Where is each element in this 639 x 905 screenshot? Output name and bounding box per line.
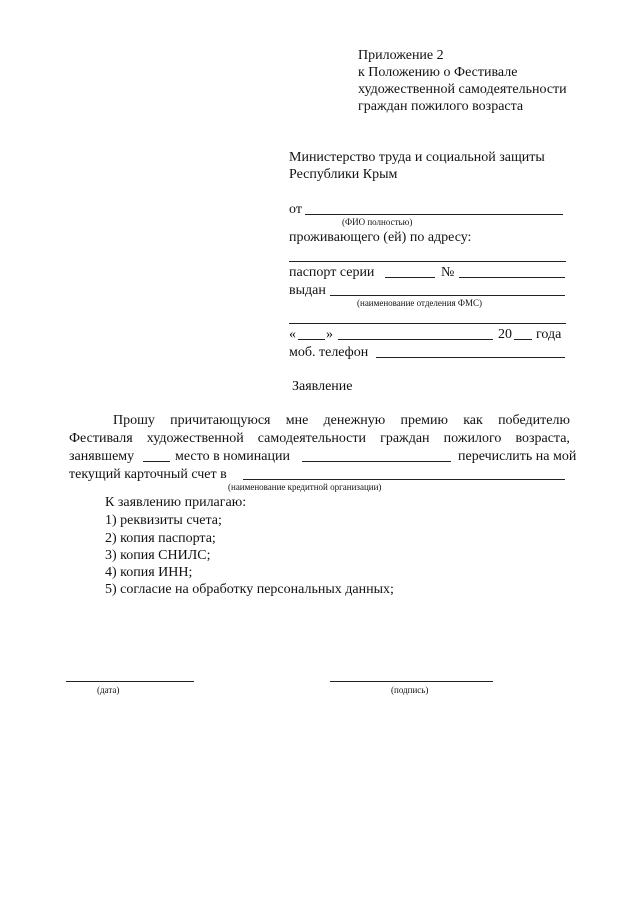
appendix-line-2: к Положению о Фестивале xyxy=(358,65,518,80)
body-word: художественной xyxy=(146,431,244,446)
fio-field-line[interactable] xyxy=(305,214,563,215)
body-line-1 xyxy=(113,412,570,429)
body-word: причитающуюся xyxy=(170,413,271,428)
body-line-3-middle: место в номинации xyxy=(175,449,290,464)
body-word: как xyxy=(463,413,483,428)
body-word: пожилого xyxy=(443,431,502,446)
nomination-field-line[interactable] xyxy=(302,461,451,462)
body-line-3-end: перечислить на мой xyxy=(458,449,577,464)
attachment-item: 2) копия паспорта; xyxy=(105,531,216,546)
issued-label: выдан xyxy=(289,283,326,298)
attachment-item: 1) реквизиты счета; xyxy=(105,513,222,528)
date-field-line[interactable] xyxy=(66,681,194,682)
body-word: граждан xyxy=(380,431,430,446)
body-line-4: текущий карточный счет в xyxy=(69,467,227,482)
from-label: от xyxy=(289,202,302,217)
bank-hint: (наименование кредитной организации) xyxy=(228,482,382,492)
month-field-line[interactable] xyxy=(338,339,493,340)
body-line-2 xyxy=(69,430,570,447)
date-hint: (дата) xyxy=(97,685,120,695)
body-word: денежную xyxy=(323,413,386,428)
attachment-item: 3) копия СНИЛС; xyxy=(105,548,211,563)
passport-number-field-line[interactable] xyxy=(459,277,565,278)
passport-series-field-line[interactable] xyxy=(385,277,435,278)
appendix-line-4: граждан пожилого возраста xyxy=(358,99,524,114)
address-field-line[interactable] xyxy=(289,261,566,262)
residing-label: проживающего (ей) по адресу: xyxy=(289,230,472,245)
body-line-3-start: занявшему xyxy=(69,449,135,464)
body-word: мне xyxy=(285,413,309,428)
body-word: Прошу xyxy=(113,413,155,428)
body-word: самодеятельности xyxy=(257,431,366,446)
body-word: победителю xyxy=(498,413,570,428)
appendix-line-3: художественной самодеятельности xyxy=(358,82,567,97)
date-close-quote: » xyxy=(326,327,333,342)
fio-hint: (ФИО полностью) xyxy=(342,217,413,227)
year-prefix: 20 xyxy=(498,327,512,342)
phone-label: моб. телефон xyxy=(289,345,369,360)
passport-label: паспорт серии xyxy=(289,265,375,280)
fms-hint: (наименование отделения ФМС) xyxy=(357,298,483,308)
body-word: премию xyxy=(400,413,448,428)
attachment-item: 5) согласие на обработку персональных данных; xyxy=(105,582,394,597)
signature-hint: (подпись) xyxy=(391,685,429,695)
fms-extra-field-line[interactable] xyxy=(289,323,566,324)
year-suffix: года xyxy=(536,327,562,342)
bank-field-line[interactable] xyxy=(243,479,565,480)
number-label: № xyxy=(441,265,455,280)
place-field-line[interactable] xyxy=(143,461,170,462)
document-title: Заявление xyxy=(292,379,353,394)
date-open-quote: « xyxy=(289,327,296,342)
addressee-line-1: Министерство труда и социальной защиты xyxy=(289,150,545,165)
issued-field-line[interactable] xyxy=(330,295,565,296)
body-word: Фестиваля xyxy=(69,431,133,446)
signature-field-line[interactable] xyxy=(330,681,493,682)
appendix-line-1: Приложение 2 xyxy=(358,48,444,63)
body-word: возраста, xyxy=(515,431,570,446)
year-field-line[interactable] xyxy=(514,339,532,340)
attachment-item: 4) копия ИНН; xyxy=(105,565,193,580)
attachments-intro: К заявлению прилагаю: xyxy=(105,495,247,510)
addressee-line-2: Республики Крым xyxy=(289,167,398,182)
day-field-line[interactable] xyxy=(298,339,325,340)
phone-field-line[interactable] xyxy=(376,357,565,358)
